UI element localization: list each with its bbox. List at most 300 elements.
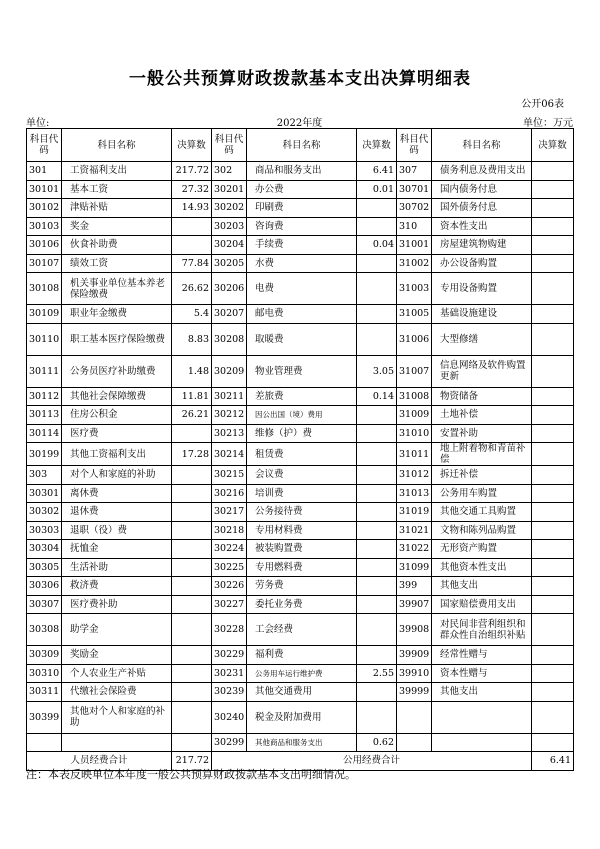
cell-name: 文物和陈列品购置: [432, 521, 532, 540]
cell-name: 公务员医疗补助缴费: [62, 355, 172, 387]
cell-amount: [172, 733, 212, 752]
cell-amount: [532, 540, 574, 559]
table-row: [27, 355, 574, 387]
cell-name: 工资福利支出: [62, 162, 172, 181]
cell-code: 30114: [27, 424, 62, 443]
cell-amount: [532, 664, 574, 683]
cell-code: 30209: [212, 355, 247, 387]
page-title: 一般公共预算财政拨款基本支出决算明细表: [129, 69, 471, 89]
cell-amount: 0.62: [357, 733, 397, 752]
cell-name: 取暖费: [247, 323, 357, 355]
cell-name: 专用材料费: [247, 521, 357, 540]
cell-amount: [172, 664, 212, 683]
cell-name: 国内债务付息: [432, 180, 532, 199]
public-total-label: 公用经费合计: [212, 752, 532, 771]
unit-label: 单位:: [26, 118, 50, 129]
cell-name: 拆迁补偿: [432, 466, 532, 485]
cell-name: 其他对个人和家庭的补助: [62, 701, 172, 733]
cell-name: 对民间非营利组织和群众性自治组织补贴: [432, 614, 532, 646]
cell-code: 30240: [212, 701, 247, 733]
cell-name: 基本工资: [62, 180, 172, 199]
cell-amount: [532, 406, 574, 425]
cell-amount: [357, 558, 397, 577]
cell-amount: [357, 683, 397, 702]
header-code: 科目代码: [212, 129, 247, 162]
cell-name: 被装购置费: [247, 540, 357, 559]
header-name: 科目名称: [432, 129, 532, 162]
table-code: 公开06表: [521, 99, 564, 110]
cell-amount: [532, 614, 574, 646]
cell-amount: [532, 199, 574, 218]
cell-name: 公务用车运行维护费: [247, 664, 357, 683]
cell-code: 31008: [397, 387, 432, 406]
cell-amount: [172, 614, 212, 646]
table-row: [27, 683, 574, 702]
cell-amount: [532, 443, 574, 466]
cell-amount: 6.41: [357, 162, 397, 181]
cell-amount: [357, 521, 397, 540]
cell-code: 30303: [27, 521, 62, 540]
cell-amount: [172, 424, 212, 443]
cell-amount: [532, 484, 574, 503]
header-code: 科目代码: [27, 129, 62, 162]
cell-name: 国外债务付息: [432, 199, 532, 218]
cell-name: [432, 733, 532, 752]
cell-name: [432, 701, 532, 733]
cell-code: 39907: [397, 595, 432, 614]
cell-amount: [532, 466, 574, 485]
cell-amount: [172, 217, 212, 236]
header-name: 科目名称: [62, 129, 172, 162]
table-row: [27, 701, 574, 733]
cell-code: 31021: [397, 521, 432, 540]
cell-amount: [172, 236, 212, 255]
cell-amount: [172, 577, 212, 596]
cell-name: 会议费: [247, 466, 357, 485]
cell-amount: [357, 406, 397, 425]
cell-amount: 77.84: [172, 254, 212, 273]
table-row: [27, 595, 574, 614]
cell-amount: 1.48: [172, 355, 212, 387]
cell-code: 30202: [212, 199, 247, 218]
table-row: [27, 199, 574, 218]
cell-amount: [532, 701, 574, 733]
cell-amount: 0.14: [357, 387, 397, 406]
table-row: [27, 646, 574, 665]
cell-name: 办公费: [247, 180, 357, 199]
table-row: [27, 323, 574, 355]
table-row: [27, 273, 574, 305]
header-amount: 决算数: [172, 129, 212, 162]
unit-right-label: 单位：万元: [523, 118, 573, 129]
cell-name: 地上附着物和青苗补偿: [432, 443, 532, 466]
cell-code: 31001: [397, 236, 432, 255]
cell-code: 30302: [27, 503, 62, 522]
cell-code: 30309: [27, 646, 62, 665]
cell-code: [27, 733, 62, 752]
table-row: [27, 466, 574, 485]
cell-code: 31013: [397, 484, 432, 503]
cell-code: 31011: [397, 443, 432, 466]
cell-name: 房屋建筑物购建: [432, 236, 532, 255]
cell-name: 其他支出: [432, 577, 532, 596]
cell-amount: [532, 521, 574, 540]
cell-amount: [532, 254, 574, 273]
cell-name: 福利费: [247, 646, 357, 665]
cell-name: 维修（护）费: [247, 424, 357, 443]
cell-amount: [357, 273, 397, 305]
cell-amount: [172, 466, 212, 485]
cell-amount: 8.83: [172, 323, 212, 355]
cell-amount: 26.21: [172, 406, 212, 425]
cell-name: 物业管理费: [247, 355, 357, 387]
cell-name: 个人农业生产补贴: [62, 664, 172, 683]
cell-name: 职业年金缴费: [62, 305, 172, 324]
cell-code: 30111: [27, 355, 62, 387]
cell-amount: 0.04: [357, 236, 397, 255]
cell-name: 公务接待费: [247, 503, 357, 522]
cell-code: 30306: [27, 577, 62, 596]
cell-code: 30201: [212, 180, 247, 199]
cell-code: 30229: [212, 646, 247, 665]
cell-code: 31012: [397, 466, 432, 485]
cell-amount: [357, 503, 397, 522]
cell-code: 30228: [212, 614, 247, 646]
table-row: [27, 503, 574, 522]
table-row: [27, 305, 574, 324]
cell-code: 30203: [212, 217, 247, 236]
cell-amount: [357, 577, 397, 596]
header-row: [27, 129, 574, 162]
cell-amount: [532, 558, 574, 577]
cell-name: 基础设施建设: [432, 305, 532, 324]
cell-amount: [357, 701, 397, 733]
cell-name: [62, 733, 172, 752]
cell-code: 30213: [212, 424, 247, 443]
cell-amount: [357, 305, 397, 324]
cell-amount: [172, 595, 212, 614]
cell-amount: [172, 683, 212, 702]
cell-name: 其他资本性支出: [432, 558, 532, 577]
table-row: [27, 217, 574, 236]
cell-amount: [357, 484, 397, 503]
cell-code: 30308: [27, 614, 62, 646]
cell-amount: [172, 701, 212, 733]
cell-amount: [532, 305, 574, 324]
cell-code: 30106: [27, 236, 62, 255]
cell-name: 物资储备: [432, 387, 532, 406]
cell-code: 30702: [397, 199, 432, 218]
cell-name: 奖金: [62, 217, 172, 236]
cell-name: 劳务费: [247, 577, 357, 596]
cell-name: 医疗费: [62, 424, 172, 443]
cell-amount: [357, 540, 397, 559]
footnote: 注：本表反映单位本年度一般公共预算财政拨款基本支出明细情况。: [26, 768, 356, 781]
cell-name: 专用设备购置: [432, 273, 532, 305]
table-row: [27, 484, 574, 503]
cell-amount: [357, 254, 397, 273]
cell-name: 商品和服务支出: [247, 162, 357, 181]
cell-code: 31009: [397, 406, 432, 425]
cell-name: 经常性赠与: [432, 646, 532, 665]
table-row: [27, 180, 574, 199]
meta-line: [26, 114, 573, 129]
cell-amount: [357, 614, 397, 646]
cell-code: 30217: [212, 503, 247, 522]
cell-amount: [532, 646, 574, 665]
header-name: 科目名称: [247, 129, 357, 162]
cell-amount: [532, 387, 574, 406]
cell-code: 30212: [212, 406, 247, 425]
cell-name: 债务利息及费用支出: [432, 162, 532, 181]
cell-amount: [357, 646, 397, 665]
cell-code: 303: [27, 466, 62, 485]
cell-name: 水费: [247, 254, 357, 273]
cell-amount: [172, 646, 212, 665]
table-row: [27, 733, 574, 752]
cell-name: 土地补偿: [432, 406, 532, 425]
cell-name: 助学金: [62, 614, 172, 646]
cell-name: 其他交通工具购置: [432, 503, 532, 522]
cell-name: 伙食补助费: [62, 236, 172, 255]
cell-code: 30231: [212, 664, 247, 683]
cell-name: 国家赔偿费用支出: [432, 595, 532, 614]
cell-code: 30304: [27, 540, 62, 559]
table-row: [27, 540, 574, 559]
cell-code: 39999: [397, 683, 432, 702]
cell-code: 30208: [212, 323, 247, 355]
cell-code: 31006: [397, 323, 432, 355]
cell-code: 30239: [212, 683, 247, 702]
table-row: [27, 443, 574, 466]
cell-amount: 14.93: [172, 199, 212, 218]
cell-amount: [172, 521, 212, 540]
cell-amount: 3.05: [357, 355, 397, 387]
public-total-value: 6.41: [532, 752, 574, 771]
personnel-total-value: 217.72: [172, 752, 212, 771]
table-row: [27, 236, 574, 255]
expenditure-table: [26, 128, 574, 771]
cell-name: 办公设备购置: [432, 254, 532, 273]
cell-code: 30110: [27, 323, 62, 355]
cell-amount: 5.4: [172, 305, 212, 324]
cell-code: 310: [397, 217, 432, 236]
cell-amount: [532, 236, 574, 255]
cell-code: 31010: [397, 424, 432, 443]
cell-amount: [532, 595, 574, 614]
cell-name: 印刷费: [247, 199, 357, 218]
cell-code: 31003: [397, 273, 432, 305]
cell-amount: [532, 217, 574, 236]
header-amount: 决算数: [357, 129, 397, 162]
cell-name: 税金及附加费用: [247, 701, 357, 733]
cell-amount: [357, 595, 397, 614]
table-row: [27, 577, 574, 596]
cell-code: 302: [212, 162, 247, 181]
cell-code: 30107: [27, 254, 62, 273]
cell-code: 30102: [27, 199, 62, 218]
cell-code: 30301: [27, 484, 62, 503]
table-row: [27, 254, 574, 273]
cell-code: 30305: [27, 558, 62, 577]
cell-amount: [357, 424, 397, 443]
cell-amount: 27.32: [172, 180, 212, 199]
cell-code: [397, 733, 432, 752]
cell-name: 信息网络及软件购置更新: [432, 355, 532, 387]
cell-name: 其他支出: [432, 683, 532, 702]
cell-amount: [532, 733, 574, 752]
cell-name: 其他交通费用: [247, 683, 357, 702]
table-row: [27, 387, 574, 406]
cell-name: 邮电费: [247, 305, 357, 324]
cell-name: 资本性支出: [432, 217, 532, 236]
cell-code: 30204: [212, 236, 247, 255]
cell-amount: [532, 355, 574, 387]
table-row: [27, 558, 574, 577]
cell-code: 30218: [212, 521, 247, 540]
cell-code: 30101: [27, 180, 62, 199]
cell-name: 救济费: [62, 577, 172, 596]
cell-code: 30199: [27, 443, 62, 466]
cell-name: 离休费: [62, 484, 172, 503]
cell-code: 30109: [27, 305, 62, 324]
cell-code: 30112: [27, 387, 62, 406]
cell-code: 30216: [212, 484, 247, 503]
cell-name: 大型修缮: [432, 323, 532, 355]
cell-amount: [532, 323, 574, 355]
cell-amount: [172, 484, 212, 503]
cell-name: 抚恤金: [62, 540, 172, 559]
year-label: 2022年度: [276, 118, 323, 129]
cell-code: 31099: [397, 558, 432, 577]
cell-code: 30227: [212, 595, 247, 614]
cell-name: 委托业务费: [247, 595, 357, 614]
cell-amount: [532, 577, 574, 596]
table-row: [27, 614, 574, 646]
cell-amount: [532, 683, 574, 702]
cell-code: 30103: [27, 217, 62, 236]
cell-name: 其他商品和服务支出: [247, 733, 357, 752]
cell-name: 咨询费: [247, 217, 357, 236]
cell-name: 公务用车购置: [432, 484, 532, 503]
cell-name: 因公出国（境）费用: [247, 406, 357, 425]
cell-code: 39910: [397, 664, 432, 683]
cell-name: 退职（役）费: [62, 521, 172, 540]
cell-amount: [532, 424, 574, 443]
cell-code: 30214: [212, 443, 247, 466]
cell-amount: [532, 162, 574, 181]
cell-amount: 17.28: [172, 443, 212, 466]
cell-name: 生活补助: [62, 558, 172, 577]
cell-amount: 0.01: [357, 180, 397, 199]
cell-name: 无形资产购置: [432, 540, 532, 559]
table-row: [27, 521, 574, 540]
cell-amount: 2.55: [357, 664, 397, 683]
cell-amount: [357, 199, 397, 218]
cell-code: 30206: [212, 273, 247, 305]
cell-name: 租赁费: [247, 443, 357, 466]
cell-code: 307: [397, 162, 432, 181]
table-row: [27, 424, 574, 443]
cell-amount: [357, 466, 397, 485]
cell-amount: [172, 558, 212, 577]
cell-name: 安置补助: [432, 424, 532, 443]
cell-code: 301: [27, 162, 62, 181]
cell-code: 30311: [27, 683, 62, 702]
cell-code: 30701: [397, 180, 432, 199]
cell-name: 其他工资福利支出: [62, 443, 172, 466]
cell-name: 培训费: [247, 484, 357, 503]
cell-code: 39909: [397, 646, 432, 665]
cell-name: 电费: [247, 273, 357, 305]
header-code: 科目代码: [397, 129, 432, 162]
cell-name: 代缴社会保险费: [62, 683, 172, 702]
cell-amount: [172, 540, 212, 559]
cell-code: 30205: [212, 254, 247, 273]
cell-code: 30399: [27, 701, 62, 733]
cell-name: 手续费: [247, 236, 357, 255]
cell-name: 工会经费: [247, 614, 357, 646]
table-row: [27, 162, 574, 181]
cell-code: 30108: [27, 273, 62, 305]
table-row: [27, 406, 574, 425]
cell-amount: [357, 443, 397, 466]
cell-amount: [357, 323, 397, 355]
cell-name: 职工基本医疗保险缴费: [62, 323, 172, 355]
cell-code: 39908: [397, 614, 432, 646]
cell-code: 30211: [212, 387, 247, 406]
cell-code: [397, 701, 432, 733]
cell-amount: 26.62: [172, 273, 212, 305]
cell-name: 住房公积金: [62, 406, 172, 425]
cell-name: 对个人和家庭的补助: [62, 466, 172, 485]
cell-code: 30226: [212, 577, 247, 596]
cell-amount: [172, 503, 212, 522]
cell-code: 30224: [212, 540, 247, 559]
cell-code: 30307: [27, 595, 62, 614]
cell-name: 专用燃料费: [247, 558, 357, 577]
cell-amount: [357, 217, 397, 236]
cell-name: 机关事业单位基本养老保险缴费: [62, 273, 172, 305]
cell-amount: [532, 273, 574, 305]
table-row: [27, 664, 574, 683]
cell-code: 30310: [27, 664, 62, 683]
cell-amount: 11.81: [172, 387, 212, 406]
cell-code: 30207: [212, 305, 247, 324]
cell-code: 31019: [397, 503, 432, 522]
cell-name: 津贴补贴: [62, 199, 172, 218]
cell-code: 31005: [397, 305, 432, 324]
personnel-total-label: 人员经费合计: [27, 752, 172, 771]
cell-code: 399: [397, 577, 432, 596]
cell-name: 资本性赠与: [432, 664, 532, 683]
cell-code: 31002: [397, 254, 432, 273]
cell-name: 其他社会保障缴费: [62, 387, 172, 406]
cell-name: 差旅费: [247, 387, 357, 406]
cell-code: 30225: [212, 558, 247, 577]
cell-amount: 217.72: [172, 162, 212, 181]
cell-name: 退休费: [62, 503, 172, 522]
cell-code: 31022: [397, 540, 432, 559]
header-amount: 决算数: [532, 129, 574, 162]
cell-code: 30215: [212, 466, 247, 485]
cell-name: 绩效工资: [62, 254, 172, 273]
cell-name: 医疗费补助: [62, 595, 172, 614]
cell-amount: [532, 180, 574, 199]
cell-code: 30113: [27, 406, 62, 425]
cell-name: 奖励金: [62, 646, 172, 665]
cell-code: 31007: [397, 355, 432, 387]
